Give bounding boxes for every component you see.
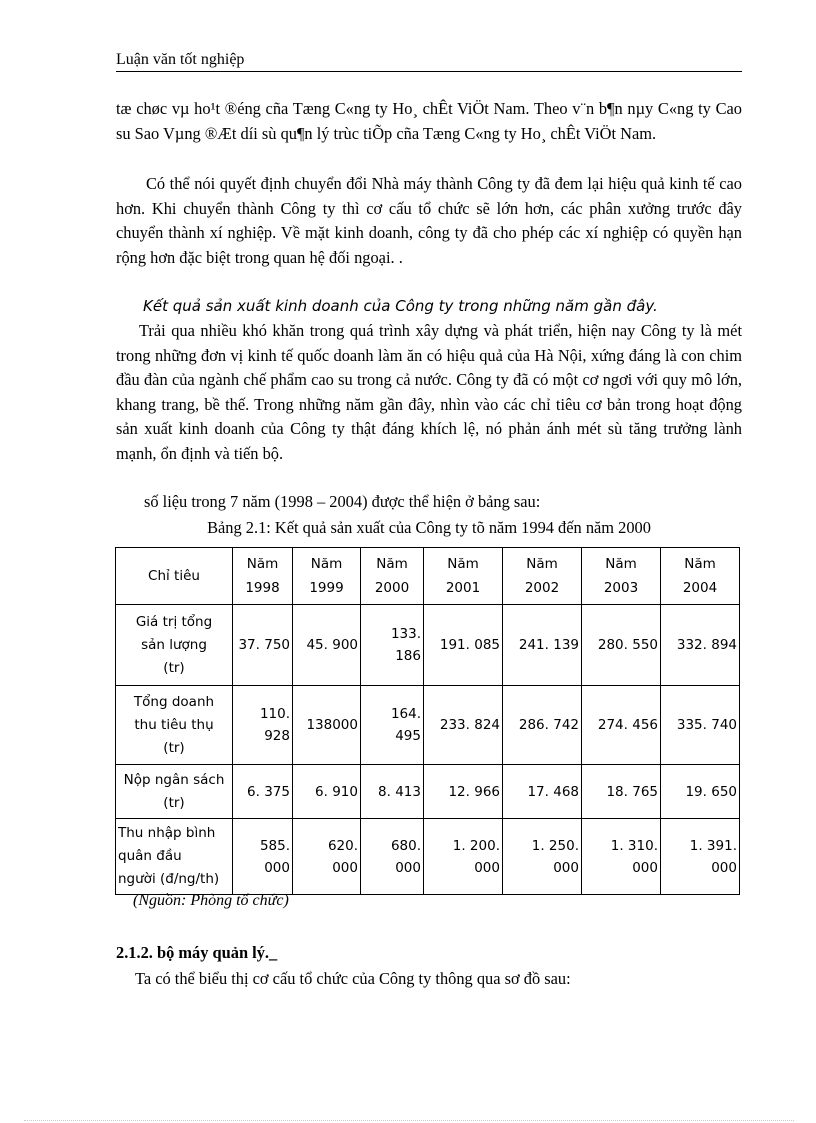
value-line: 000 (553, 859, 579, 876)
results-table (115, 547, 740, 895)
value-line: 241. 139 (518, 637, 579, 653)
value-line: 000 (632, 859, 658, 876)
year-value: 1999 (309, 580, 344, 596)
year-label: Năm (246, 556, 279, 572)
value-cell (582, 605, 661, 686)
value-cell (424, 686, 503, 765)
year-header-cell (424, 548, 503, 605)
value-line: 680. (390, 837, 421, 854)
value-cell (424, 819, 503, 895)
value-line: 286. 742 (518, 717, 579, 733)
table-caption: Bảng 2.1: Kết quả sản xuất của Công ty tõ năm 1994 đến năm 2000 (207, 518, 651, 537)
value-line: 332. 894 (676, 637, 737, 653)
row-label-cell (116, 819, 233, 895)
value-line: 6. 375 (247, 783, 290, 800)
value-cell (233, 819, 293, 895)
row-label-cell (116, 605, 233, 686)
value-cell (503, 765, 582, 819)
row-label-cell (116, 686, 233, 765)
value-line: 233. 824 (439, 717, 500, 733)
year-label: Năm (310, 556, 343, 572)
value-cell (361, 686, 424, 765)
value-line: 12. 966 (448, 783, 500, 800)
value-cell (293, 819, 361, 895)
table-corner-cell: Chỉ tiêu (116, 548, 233, 605)
value-line: 000 (711, 859, 737, 876)
table-source-note: (Nguồn: Phòng tổ chức) (133, 892, 289, 909)
table-row (116, 686, 740, 765)
row-label-line: thu tiêu thụ (134, 716, 214, 733)
paragraph-table-intro: số liệu trong 7 năm (1998 – 2004) được thể hiện ở bảng sau: (144, 492, 541, 511)
table-header-row (116, 548, 740, 605)
year-value: 2001 (445, 580, 481, 596)
value-line: 186 (395, 648, 421, 664)
year-header-cell (233, 548, 293, 605)
value-line: 110. (259, 706, 290, 722)
value-line: 620. (327, 837, 358, 854)
year-label: Năm (526, 556, 558, 572)
value-cell (582, 819, 661, 895)
value-line: 928 (264, 728, 290, 744)
value-cell (661, 765, 740, 819)
value-line: 335. 740 (676, 717, 737, 733)
value-cell (361, 605, 424, 686)
value-line: 19. 650 (685, 783, 737, 800)
year-label: Năm (447, 556, 479, 572)
value-cell (361, 819, 424, 895)
value-line: 000 (264, 859, 290, 876)
value-line: 1. 200. (452, 837, 500, 854)
row-label-line: sản lượng (141, 636, 207, 653)
value-cell (293, 605, 361, 686)
year-header-cell (361, 548, 424, 605)
paragraph-conversion: Có thể nói quyết định chuyển đổi Nhà máy thành Công ty đã đem lại hiệu quả kinh tế cao hơn. Khi chuyển thành Công ty thì cơ cấu tổ chức sẽ lớn hơn, các phân xưởng trước đây chuyển thành xí nghiệp. Về mặt kinh doanh, công ty đã cho phép các xí nghiệp có quyền hạn rộng hơn đặc biệt trong quan hệ đối ngoại. . (116, 174, 742, 267)
value-line: 495 (395, 728, 421, 744)
value-line: 18. 765 (606, 783, 658, 800)
value-line: 1. 250. (531, 837, 579, 854)
value-cell (582, 765, 661, 819)
row-label-line: (tr) (163, 739, 185, 756)
page-bottom-divider (24, 1120, 794, 1121)
value-cell (661, 819, 740, 895)
value-cell (661, 605, 740, 686)
value-line: 164. (390, 706, 421, 722)
table-row (116, 605, 740, 686)
paragraph-development: Trải qua nhiều khó khăn trong quá trình xây dựng và phát triển, hiện nay Công ty là mét trong những đơn vị kinh tế quốc doanh làm ăn có hiệu quả của Hà Nội, xứng đáng là con chim đầu đàn của ngành chế phẩm cao su trong cả nước. Công ty đã có một cơ ngơi với quy mô lớn, khang trang, bề thế. Trong những năm gần đây, nhìn vào các chỉ tiêu cơ bản trong hoạt động sản xuất kinh doanh của Công ty thật đáng khích lệ, nó phản ánh mét sù tăng trưởng lành mạnh, ổn định và tiến bộ. (116, 321, 742, 463)
value-line: 000 (332, 859, 358, 876)
year-value: 2000 (374, 580, 410, 596)
year-label: Năm (684, 556, 716, 572)
year-value: 2003 (603, 580, 639, 596)
value-cell (582, 686, 661, 765)
value-cell (503, 605, 582, 686)
year-header-cell (503, 548, 582, 605)
table-row (116, 819, 740, 895)
value-line: 280. 550 (597, 637, 658, 653)
value-line: 138000 (306, 717, 358, 733)
value-cell (661, 686, 740, 765)
year-header-cell (582, 548, 661, 605)
value-line: 133. (390, 626, 421, 642)
year-label: Năm (605, 556, 637, 572)
value-line: 17. 468 (527, 783, 579, 800)
value-cell (293, 765, 361, 819)
value-line: 274. 456 (597, 717, 658, 733)
row-label-line: Tổng doanh (133, 693, 215, 710)
row-label-line: người (đ/ng/th) (118, 871, 220, 887)
year-header-cell (293, 548, 361, 605)
row-label-line: quân đầu (118, 848, 182, 864)
value-cell (424, 765, 503, 819)
value-cell (233, 765, 293, 819)
year-label: Năm (376, 556, 408, 572)
value-cell (424, 605, 503, 686)
value-line: 37. 750 (238, 637, 290, 653)
year-value: 2002 (524, 580, 560, 596)
value-cell (233, 686, 293, 765)
value-line: 1. 310. (610, 837, 658, 854)
value-line: 000 (395, 859, 421, 876)
table-row (116, 765, 740, 819)
year-header-cell (661, 548, 740, 605)
value-cell (503, 819, 582, 895)
row-label-line: Giá trị tổng (135, 613, 213, 630)
row-label-line: (tr) (163, 659, 185, 676)
section-heading: 2.1.2. bộ máy quản lý._ (116, 943, 278, 962)
row-label-line: Nộp ngân sách (123, 771, 225, 788)
value-cell (293, 686, 361, 765)
value-line: 1. 391. (689, 837, 737, 854)
value-line: 6. 910 (315, 783, 358, 800)
row-label-line: (tr) (163, 794, 185, 811)
paragraph-results-heading: Kết quả sản xuất kinh doanh của Công ty trong những năm gần đây. (143, 297, 658, 315)
paragraph-intro: tæ chøc vµ ho¹t ®éng cña Tæng C«ng ty Ho¸ chÊt ViÖt Nam. Theo v¨n b¶n nµy C«ng ty Cao su Sao Vµng ®Æt díi sù qu¶n lý trùc tiÕp cña Tæng C«ng ty Ho¸ chÊt ViÖt Nam. (116, 99, 742, 143)
value-line: 8. 413 (378, 783, 421, 800)
value-line: 45. 900 (306, 637, 358, 653)
value-cell (503, 686, 582, 765)
value-line: 191. 085 (439, 637, 500, 653)
year-value: 2004 (682, 580, 718, 596)
page-header: Luận văn tốt nghiệp (116, 50, 742, 72)
value-line: 585. (259, 837, 290, 854)
value-cell (361, 765, 424, 819)
value-line: 000 (474, 859, 500, 876)
row-label-line: Thu nhập bình (118, 825, 216, 841)
value-cell (233, 605, 293, 686)
paragraph-closing: Ta có thể biểu thị cơ cấu tổ chức của Công ty thông qua sơ đồ sau: (135, 969, 571, 988)
row-label-cell (116, 765, 233, 819)
year-value: 1998 (245, 580, 280, 596)
